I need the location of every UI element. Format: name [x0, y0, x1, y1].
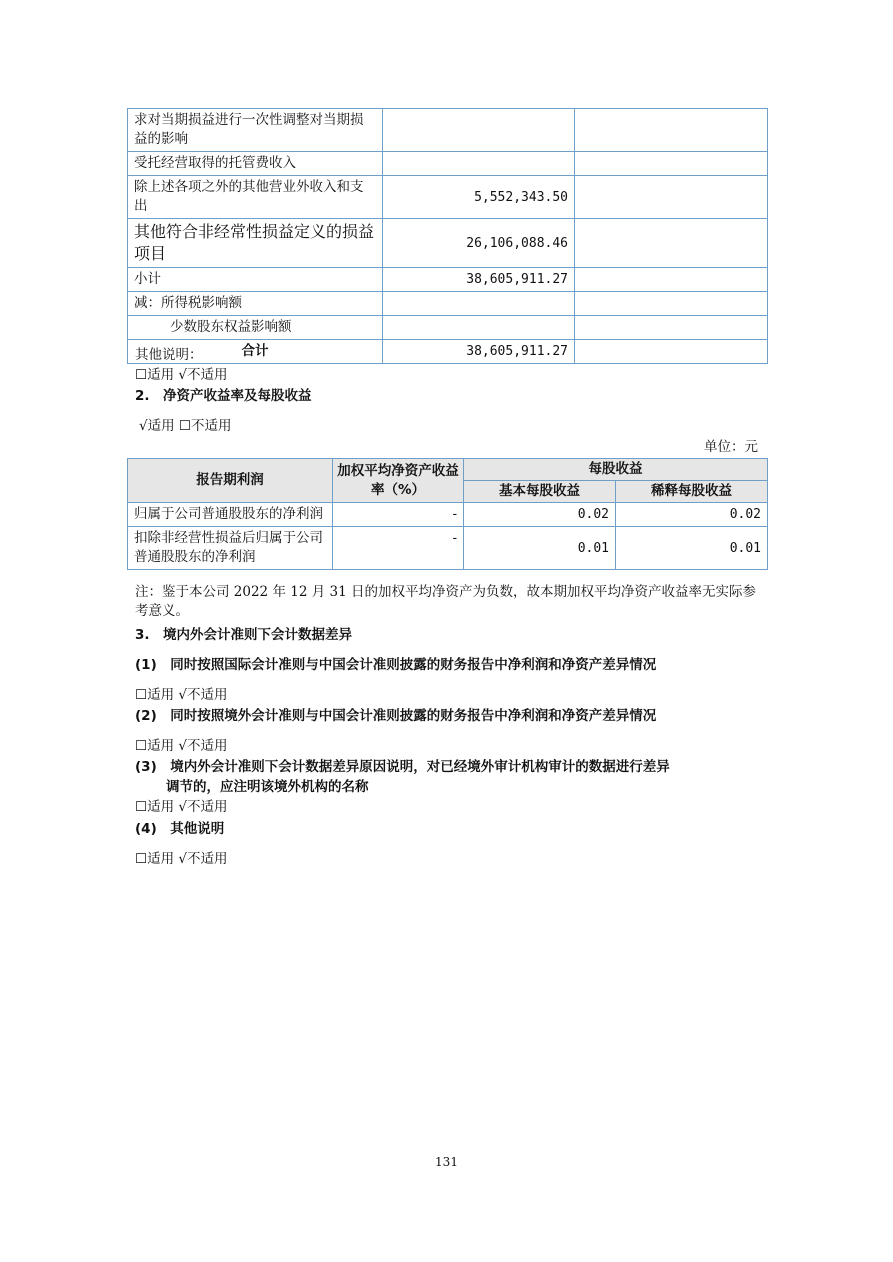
row-label: 少数股东权益影响额 [128, 316, 383, 340]
table-row [128, 316, 768, 340]
subsection-heading: (1) 同时按照国际会计准则与中国会计准则披露的财务报告中净利润和净资产差异情况 [135, 657, 657, 673]
subsection-heading: (4) 其他说明 [135, 821, 225, 837]
row-value [383, 152, 575, 176]
row-basic: 0.01 [464, 527, 616, 570]
table-note: 注：鉴于本公司 2022 年 12 月 31 日的加权平均净资产为负数，故本期加权平均净资产收益率无实际参考意义。 [135, 584, 756, 619]
other-notes-label: 其他说明： [135, 347, 203, 363]
row-value [383, 316, 575, 340]
row-extra [575, 219, 768, 268]
applicable-status: ☐适用 √不适用 [135, 367, 228, 383]
row-extra [575, 176, 768, 219]
row-label: 减：所得税影响额 [128, 292, 383, 316]
table-row [128, 109, 768, 152]
table-row [128, 292, 768, 316]
table-header-row [128, 459, 768, 481]
row-value: 38,605,911.27 [383, 268, 575, 292]
row-label: 归属于公司普通股股东的净利润 [128, 503, 333, 527]
table-row [128, 152, 768, 176]
header-roe: 加权平均净资产收益率（%） [333, 459, 464, 503]
row-diluted: 0.02 [616, 503, 768, 527]
row-value: 38,605,911.27 [383, 340, 575, 364]
table-row-total [128, 340, 768, 364]
row-diluted: 0.01 [616, 527, 768, 570]
row-extra [575, 340, 768, 364]
row-label: 其他符合非经常性损益定义的损益项目 [128, 219, 383, 268]
roe-eps-table [127, 458, 768, 570]
row-label: 小计 [128, 268, 383, 292]
row-value: 5,552,343.50 [383, 176, 575, 219]
section-heading: 2. 净资产收益率及每股收益 [135, 388, 312, 404]
row-label: 受托经营取得的托管费收入 [128, 152, 383, 176]
subsection-heading-cont: 调节的，应注明该境外机构的名称 [166, 779, 369, 795]
row-basic: 0.02 [464, 503, 616, 527]
applicable-status: √适用 ☐不适用 [139, 418, 232, 434]
row-label: 除上述各项之外的其他营业外收入和支出 [128, 176, 383, 219]
table-row [128, 176, 768, 219]
header-diluted: 稀释每股收益 [616, 481, 768, 503]
subsection-heading: (2) 同时按照境外会计准则与中国会计准则披露的财务报告中净利润和净资产差异情况 [135, 708, 657, 724]
row-value: 26,106,088.46 [383, 219, 575, 268]
applicable-status: ☐适用 √不适用 [135, 799, 228, 815]
applicable-status: ☐适用 √不适用 [135, 851, 228, 867]
row-roe: - [333, 503, 464, 527]
table-row [128, 268, 768, 292]
header-eps: 每股收益 [464, 459, 768, 481]
row-roe: - [333, 527, 464, 570]
row-label: 扣除非经营性损益后归属于公司普通股股东的净利润 [128, 527, 333, 570]
row-extra [575, 109, 768, 152]
row-value [383, 109, 575, 152]
row-label: 合计 [128, 340, 383, 364]
row-value [383, 292, 575, 316]
applicable-status: ☐适用 √不适用 [135, 687, 228, 703]
applicable-status: ☐适用 √不适用 [135, 738, 228, 754]
header-basic: 基本每股收益 [464, 481, 616, 503]
header-profit: 报告期利润 [128, 459, 333, 503]
subsection-heading: (3) 境内外会计准则下会计数据差异原因说明，对已经境外审计机构审计的数据进行差异 [135, 759, 670, 775]
nonrecurring-gains-table [127, 108, 768, 364]
row-extra [575, 152, 768, 176]
section-heading: 3. 境内外会计准则下会计数据差异 [135, 627, 353, 643]
table-row [128, 527, 768, 570]
table-row [128, 219, 768, 268]
page-number: 131 [435, 1155, 458, 1169]
unit-label: 单位：元 [704, 439, 758, 455]
row-extra [575, 316, 768, 340]
table-row [128, 503, 768, 527]
row-label: 求对当期损益进行一次性调整对当期损益的影响 [128, 109, 383, 152]
row-extra [575, 268, 768, 292]
row-extra [575, 292, 768, 316]
